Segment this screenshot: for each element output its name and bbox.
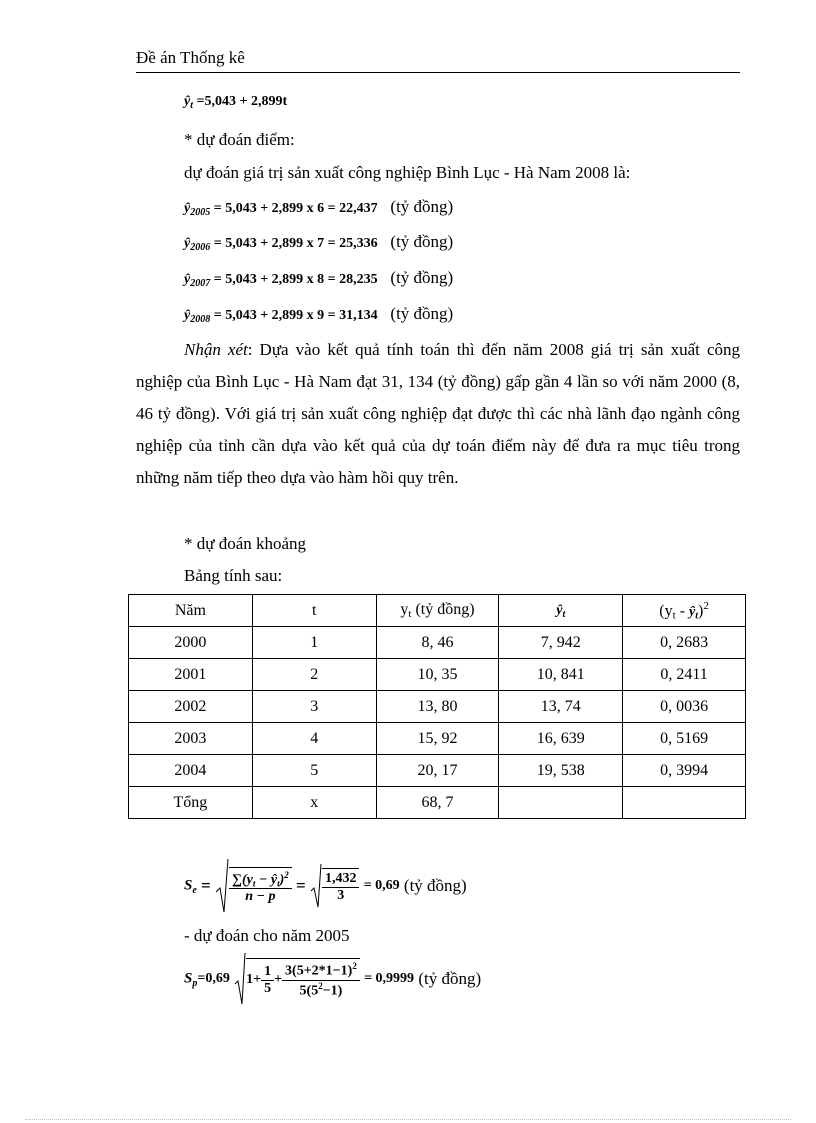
table-row: [129, 691, 746, 723]
cell: 13, 74: [499, 691, 623, 723]
cell: 0, 2411: [623, 659, 746, 691]
table-row: [129, 723, 746, 755]
cell: 2000: [129, 627, 253, 659]
forecast-row: [184, 268, 453, 289]
forecast-unit: (tỷ đồng): [390, 232, 454, 251]
cell: 2002: [129, 691, 253, 723]
cell: 13, 80: [376, 691, 499, 723]
se-num1-sub: t: [252, 878, 256, 889]
forecast-yhat: ŷ: [184, 308, 191, 323]
cell: 2001: [129, 659, 253, 691]
point-forecast-heading: * dự đoán điểm:: [184, 130, 295, 149]
cell: 19, 538: [499, 755, 623, 787]
col-sq-mid: -: [675, 602, 690, 620]
remark-text: : Dựa vào kết quả tính toán thì đến năm 2008 giá trị sản xuất công nghiệp của Bình Lục - Hà Nam đạt 31, 134 (tỷ đồng) gấp gần 4 lần so với năm 2000 (8, 46 tỷ đồng). Với giá trị sản xuất công nghiệp đạt được thì các nhà lãnh đạo ngành công nghiệp của tỉnh cần dựa vào kết quả của dự toán điểm này để đưa ra mục tiêu trong những năm tiếp theo dựa vào hàm hồi quy trên.: [136, 340, 740, 487]
cell: 0, 0036: [623, 691, 746, 723]
cell: 2: [252, 659, 376, 691]
se-num1-mid: − ŷ: [255, 872, 278, 888]
cell: 20, 17: [376, 755, 499, 787]
point-forecast-intro: dự đoán giá trị sản xuất công nghiệp Bình Lục - Hà Nam 2008 là:: [184, 163, 631, 182]
table-row: [129, 659, 746, 691]
se-result: = 0,69: [363, 878, 400, 893]
table-row: [129, 755, 746, 787]
se-den2: 3: [337, 888, 345, 903]
cell: [499, 787, 623, 819]
cell: 7, 942: [499, 627, 623, 659]
cell: 0, 2683: [623, 627, 746, 659]
cell: 0, 3994: [623, 755, 746, 787]
sp-f1-den: 5: [264, 981, 272, 996]
se-unit: (tỷ đồng): [403, 876, 467, 895]
col-sq-open: (y: [659, 602, 673, 620]
col-yhat: [499, 595, 623, 627]
col-y-sub: t: [408, 608, 412, 620]
forecast-row: [184, 197, 453, 218]
eq-rhs: =5,043 + 2,899t: [193, 94, 288, 109]
cell: 15, 92: [376, 723, 499, 755]
col-sq-end: ): [698, 602, 704, 620]
cell: 10, 35: [376, 659, 499, 691]
se-den1: n − p: [245, 889, 276, 905]
se-num1-pow: 2: [284, 869, 289, 880]
col-year: Năm: [129, 595, 253, 627]
forecast-sub: 2006: [190, 242, 211, 253]
remark-label: Nhận xét: [184, 340, 248, 359]
forecast-sub: 2008: [190, 314, 211, 325]
cell: 0, 5169: [623, 723, 746, 755]
se-num2: 1,432: [322, 871, 360, 888]
col-y-unit: (tỷ đồng): [411, 601, 475, 618]
se-num1-end: ): [279, 872, 285, 888]
forecast-sub: 2007: [190, 278, 211, 289]
se-num1: ∑(y: [231, 872, 253, 888]
col-sq-yhat: ŷ: [689, 604, 696, 620]
forecast-expr: = 5,043 + 2,899 x 8 = 28,235: [210, 272, 378, 287]
cell: [623, 787, 746, 819]
remark-paragraph: [136, 334, 740, 494]
sp-lhs: S: [184, 970, 193, 987]
cell: 3: [252, 691, 376, 723]
eq-lhs: ŷ: [184, 94, 191, 109]
eq-sub: t: [190, 100, 193, 111]
cell: 68, 7: [376, 787, 499, 819]
page-header: [136, 48, 740, 73]
forecast-row: [184, 232, 453, 253]
forecast-row: [184, 304, 453, 325]
cell: Tổng: [129, 787, 253, 819]
sp-formula: [184, 952, 481, 1006]
col-y-label: y: [400, 601, 409, 618]
sp-one: 1+: [246, 972, 262, 988]
sp-f2-pow: 2: [352, 961, 357, 972]
cell: 8, 46: [376, 627, 499, 659]
cell: 4: [252, 723, 376, 755]
forecast-expr: = 5,043 + 2,899 x 6 = 22,437: [210, 201, 378, 216]
calc-table: [128, 594, 746, 819]
col-y: [376, 595, 499, 627]
sp-unit: (tỷ đồng): [418, 969, 482, 988]
sp-f2-num: 3(5+2*1−1): [285, 964, 353, 979]
col-sq-pow: 2: [703, 599, 709, 612]
forecast-expr: = 5,043 + 2,899 x 7 = 25,336: [210, 236, 378, 251]
sp-plus: +: [274, 972, 283, 988]
cell: 2003: [129, 723, 253, 755]
forecast-yhat: ŷ: [184, 236, 191, 251]
forecast-unit: (tỷ đồng): [390, 268, 454, 287]
se-num1-sub2: t: [277, 878, 280, 889]
forecast-2005-heading: - dự đoán cho năm 2005: [184, 926, 350, 945]
cell: 1: [252, 627, 376, 659]
forecast-yhat: ŷ: [184, 272, 191, 287]
forecast-unit: (tỷ đồng): [390, 304, 454, 323]
se-lhs: S: [184, 877, 193, 894]
se-sqrt-1: [215, 858, 292, 914]
cell: 16, 639: [499, 723, 623, 755]
se-lhs-sub: e: [192, 884, 197, 896]
table-intro: Bảng tính sau:: [184, 566, 283, 585]
sp-f2-den: 5(5: [299, 983, 319, 999]
table-header-row: [129, 595, 746, 627]
header-title: Đề án Thống kê: [136, 48, 245, 67]
forecast-unit: (tỷ đồng): [390, 197, 454, 216]
forecast-sub: 2005: [190, 207, 211, 218]
forecast-expr: = 5,043 + 2,899 x 9 = 31,134: [210, 308, 378, 323]
table-row: [129, 627, 746, 659]
se-sqrt-2: [310, 863, 360, 909]
cell: 2004: [129, 755, 253, 787]
footer-divider: [25, 1119, 791, 1120]
regression-equation: [184, 94, 287, 111]
col-yhat-label: ŷ: [556, 603, 563, 618]
sp-f2-den-end: −1): [322, 983, 343, 999]
sp-sqrt: [234, 952, 360, 1006]
cell: 5: [252, 755, 376, 787]
cell: 10, 841: [499, 659, 623, 691]
sp-f2-den-pow: 2: [318, 981, 323, 991]
col-sq-yhat-sub: t: [695, 610, 699, 622]
col-t: t: [252, 595, 376, 627]
col-yhat-sub: t: [562, 609, 566, 620]
se-formula: $S_e$ = $\frac{\sum(y_t - ŷ_t)^2}{n - p}$ = $\frac{1,432}{3}$ = 0,69 (tỷ đồng): [184, 858, 467, 914]
forecast-yhat: ŷ: [184, 201, 191, 216]
table-total-row: [129, 787, 746, 819]
sp-lhs-sub: p: [192, 977, 198, 989]
col-sq-sub: t: [672, 609, 676, 622]
col-sq: [623, 595, 746, 627]
cell: x: [252, 787, 376, 819]
sp-coef: =0,69: [197, 971, 230, 986]
sp-result: = 0,9999: [364, 971, 415, 986]
sp-f1-num: 1: [261, 964, 274, 981]
interval-heading: * dự đoán khoảng: [184, 534, 307, 553]
